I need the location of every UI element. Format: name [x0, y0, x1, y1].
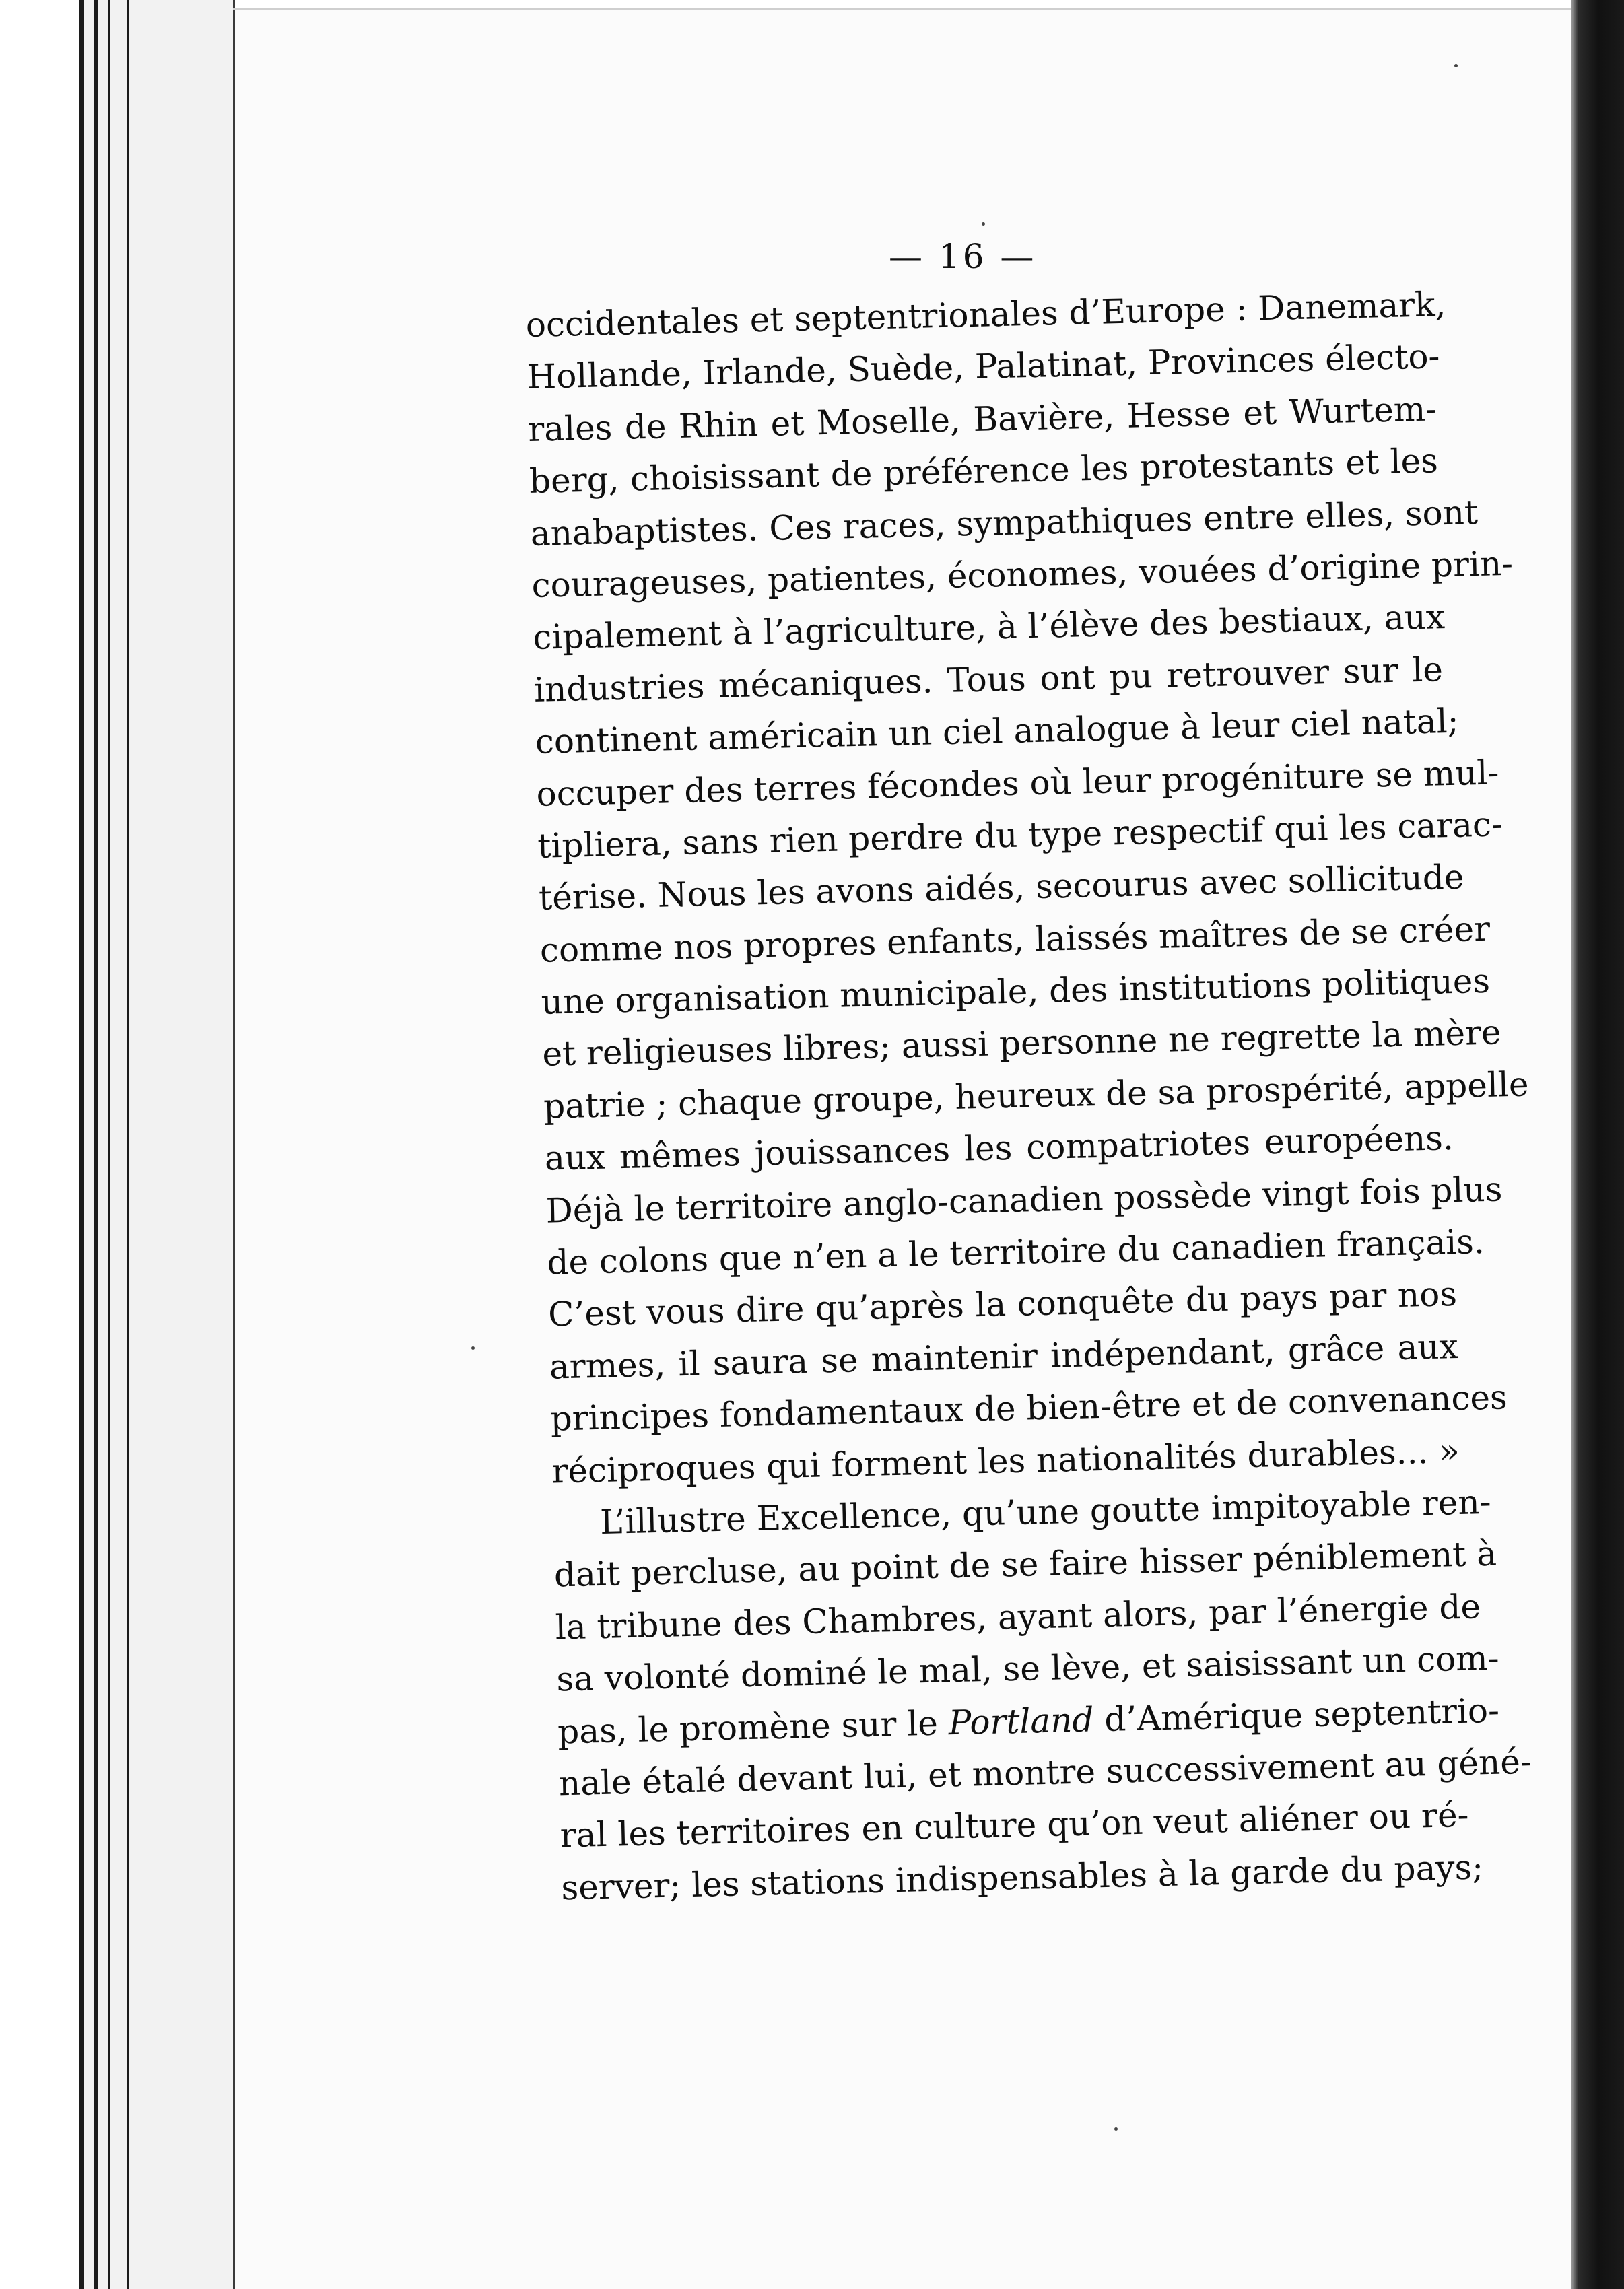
text-line: dait percluse, au point de se faire hisser péniblement à [553, 1534, 1497, 1595]
text-line: rales de Rhin et Moselle, Bavière, Hesse et Wurtem- [527, 389, 1437, 449]
text-line: berg, choisissant de préférence les protestants et les [529, 441, 1439, 502]
text-line: la tribune des Chambres, ayant alors, par l’énergie de [555, 1587, 1481, 1647]
text-line: anabaptistes. Ces races, sympathiques entre elles, sont [530, 492, 1479, 553]
text-line: server; les stations indispensables à la garde du pays; [560, 1847, 1484, 1908]
page-edge [127, 0, 129, 2289]
page-edge [94, 0, 98, 2289]
text-line: une organisation municipale, des institutions politiques [541, 961, 1491, 1022]
text-line: sa volonté dominé le mal, se lève, et saisissant un com- [555, 1638, 1500, 1699]
text-line: C’est vous dire qu’après la conquête du pays par nos [547, 1274, 1458, 1335]
text-line: industries mécaniques. Tous ont pu retrouver sur le [533, 649, 1444, 710]
text-line: occidentales et septentrionales d’Europe : Danemark, [525, 284, 1446, 345]
text-line: aux mêmes jouissances les compatriotes européens. [544, 1118, 1454, 1178]
text-line: patrie ; chaque groupe, heureux de sa prospérité, appelle [543, 1064, 1530, 1126]
book-binding [1571, 0, 1624, 2289]
text-line: réciproques qui forment les nationalités durables... » [551, 1431, 1460, 1491]
text-line: continent américain un ciel analogue à leur ciel natal; [535, 701, 1460, 761]
text-line: principes fondamentaux de bien-être et de convenances [550, 1377, 1508, 1439]
text-line: courageuses, patientes, économes, vouées d’origine prin- [531, 543, 1514, 605]
scan-speck [1454, 64, 1458, 67]
text-line-paragraph-start: L’illustre Excellence, qu’une goutte impitoyable ren- [599, 1482, 1492, 1542]
scan-speck [471, 1346, 475, 1350]
page-edge [79, 0, 84, 2289]
text-line: Déjà le territoire anglo-canadien possède vingt fois plus [545, 1169, 1503, 1231]
text-line: armes, il saura se maintenir indépendant, grâce aux [549, 1326, 1459, 1387]
page-number: — 16 — [889, 237, 1037, 276]
scan-speck [982, 222, 985, 226]
page-stack-shade [84, 0, 233, 2289]
text-fragment: pas, le promène sur le [557, 1703, 939, 1751]
text-line: tipliera, sans rien perdre du type respectif qui les carac- [537, 805, 1503, 866]
body-text [525, 279, 1532, 1914]
text-line: nale étalé devant lui, et montre successivement au géné- [558, 1742, 1532, 1804]
text-line: térise. Nous les avons aidés, secourus avec sollicitude [538, 857, 1464, 918]
text-line: comme nos propres enfants, laissés maîtres de se créer [539, 909, 1491, 970]
scan-speck [1114, 2127, 1118, 2131]
italic-place-name: Portland [948, 1699, 1095, 1742]
text-line: et religieuses libres; aussi personne ne regrette la mère [541, 1013, 1502, 1074]
text-line: Hollande, Irlande, Suède, Palatinat, Provinces électo- [526, 337, 1440, 397]
text-line: de colons que n’en a le territoire du canadien français. [546, 1222, 1485, 1283]
text-line: cipalement à l’agriculture, à l’élève des bestiaux, aux [532, 597, 1446, 658]
text-line: occuper des terres fécondes où leur progéniture se mul- [536, 752, 1499, 814]
page-edge [108, 0, 110, 2289]
text-line: ral les territoires en culture qu’on veut aliéner ou ré- [560, 1796, 1470, 1855]
text-fragment: d’Amérique septentrio- [1104, 1690, 1500, 1739]
